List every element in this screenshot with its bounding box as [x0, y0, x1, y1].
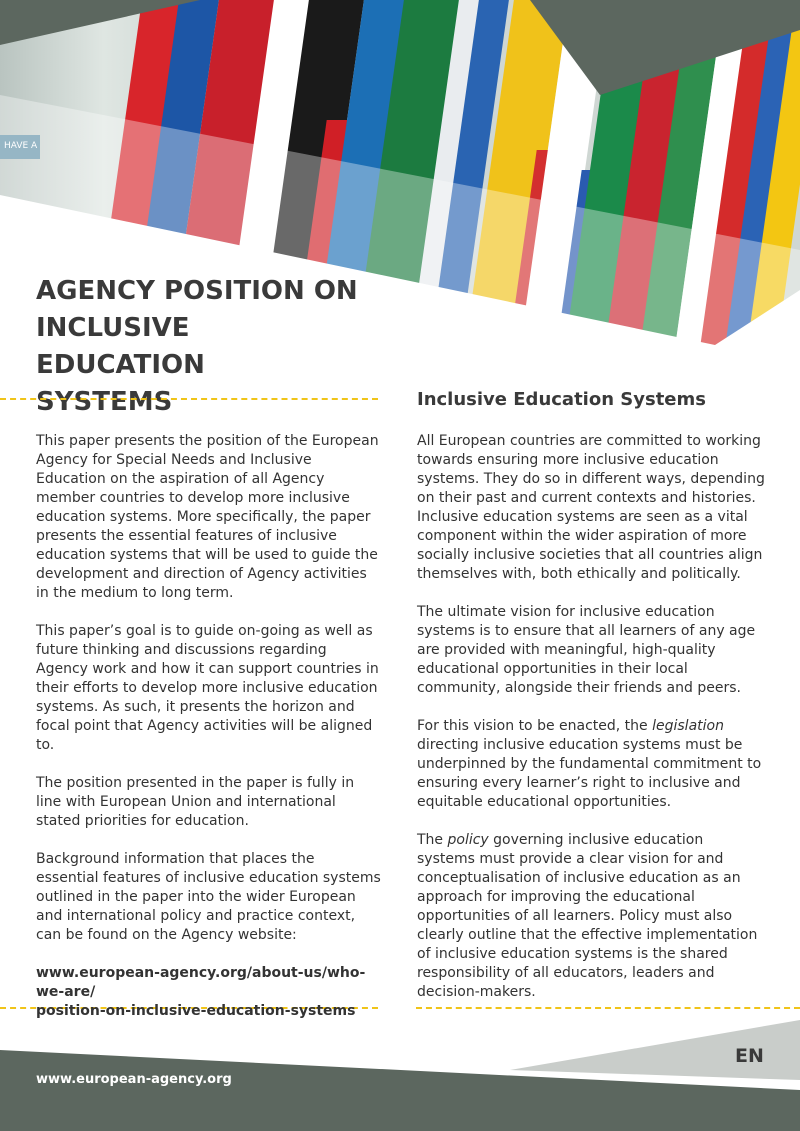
text-run: directing inclusive education systems must be underpinned by the fundamental commitment to ensuring every learner’s right to inclusive and equitable educational opportunities.: [417, 737, 762, 810]
top-right-corner-shape: [530, 0, 800, 100]
text-run: For this vision to be enacted, the: [417, 718, 653, 734]
section-heading: Inclusive Education Systems: [417, 389, 706, 410]
link-line: position-on-inclusive-education-systems: [36, 1003, 356, 1019]
top-left-corner-shape: [0, 0, 200, 45]
alignment-paragraph: The position presented in the paper is fully in line with European Union and international stated priorities for education.: [36, 775, 355, 829]
language-label: EN: [735, 1045, 764, 1067]
title-line: SYSTEMS: [36, 387, 173, 417]
text-run: The: [417, 832, 448, 848]
divider-dashed: [0, 398, 378, 400]
policy-paragraph: [417, 831, 765, 1002]
text-run: governing inclusive education systems must provide a clear vision for and conceptualisation of inclusive education as an approach for improving the educational opportunities of all learners. Policy must also clearly outline that the effective implementation of inclusive education systems is the shared responsibility of all educators, leaders and decision-makers.: [417, 832, 758, 1000]
background-paragraph: Background information that places the essential features of inclusive education systems outlined in the paper into the wider European and international policy and practice context, can be found on the Agency website:: [36, 851, 381, 943]
legislation-paragraph: [417, 717, 765, 812]
position-paper-link[interactable]: [36, 964, 381, 1021]
goal-paragraph: This paper’s goal is to guide on-going as well as future thinking and discussions regarding Agency work and how it can support countries in their efforts to develop more inclusive education systems. As such, it presents the horizon and focal point that Agency activities will be aligned to.: [36, 623, 379, 753]
footer-website-link[interactable]: www.european-agency.org: [36, 1072, 232, 1087]
emphasis-legislation: legislation: [652, 718, 724, 734]
wall-sign: HAVE A: [0, 135, 40, 159]
right-column: [417, 432, 765, 1021]
intro-paragraph: This paper presents the position of the European Agency for Special Needs and Inclusive Education on the aspiration of all Agency member countries to develop more inclusive education systems. More specifically, the paper presents the essential features of inclusive education systems that will be used to guide the development and direction of Agency activities in the medium to long term.: [36, 433, 379, 601]
emphasis-policy: policy: [447, 832, 489, 848]
countries-paragraph: All European countries are committed to working towards ensuring more inclusive education systems. They do so in different ways, depending on their past and current contexts and histories. Inclusive education systems are seen as a vital component within the wider aspiration of more socially inclusive societies that all countries align themselves with, both ethically and politically.: [417, 433, 765, 582]
left-column: [36, 432, 381, 1040]
link-line: www.european-agency.org/about-us/who-we-are/: [36, 965, 366, 1000]
vision-paragraph: The ultimate vision for inclusive education systems is to ensure that all learners of any age are provided with meaningful, high-quality educational opportunities in their local community, alongside their friends and peers.: [417, 604, 756, 696]
title-line: AGENCY POSITION ON: [36, 276, 358, 306]
title-line: INCLUSIVE EDUCATION: [36, 313, 205, 380]
